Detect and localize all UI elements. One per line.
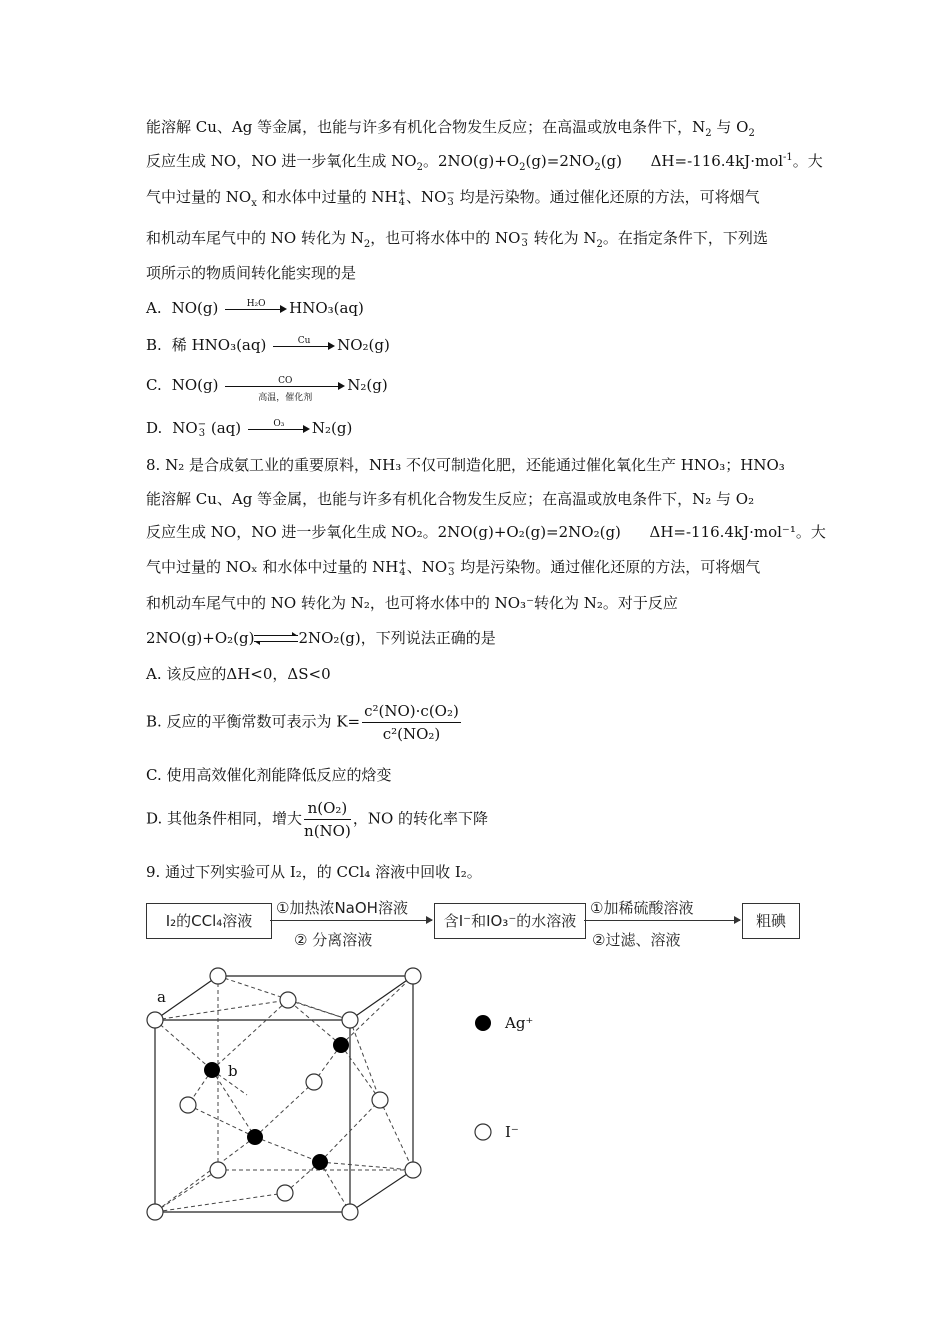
iodide-ion	[280, 992, 296, 1008]
iodide-ion	[147, 1204, 163, 1220]
flow-step-1b: ② 分离溶液	[294, 931, 373, 949]
iodide-ion	[342, 1012, 358, 1028]
label-a: a	[157, 988, 166, 1006]
flow-box-end: 粗碘	[742, 903, 800, 939]
silver-ion	[333, 1037, 349, 1053]
reaction-arrow: CO 高温，催化剂	[225, 379, 345, 393]
q7-option-a: A. NO(g) H₂O HNO₃(aq)	[146, 299, 364, 317]
q8-line-5: 和机动车尾气中的 NO 转化为 N₂，也可将水体中的 NO₃⁻转化为 N₂。对于反应	[146, 594, 678, 612]
label-b: b	[228, 1062, 238, 1080]
iodide-ion	[180, 1097, 196, 1113]
q8-line-2: 能溶解 Cu、Ag 等金属，也能与许多有机化合物发生反应；在高温或放电条件下，N₂ 与 O₂	[146, 490, 755, 508]
q8-line-6: 2NO(g)+O₂(g) 2NO₂(g)，下列说法正确的是	[146, 629, 496, 647]
iodide-ion	[405, 1162, 421, 1178]
legend-iodide-label: I⁻	[505, 1123, 519, 1141]
silver-ion	[204, 1062, 220, 1078]
q8-line-1: 8. N₂ 是合成氨工业的重要原料，NH₃ 不仅可制造化肥，还能通过催化氧化生产 HNO₃；HNO₃	[146, 456, 785, 474]
q7-option-c: C. NO(g) CO 高温，催化剂 N₂(g)	[146, 376, 388, 403]
silver-ion	[312, 1154, 328, 1170]
reaction-arrow: H₂O	[225, 302, 287, 316]
q7-option-d: D. NO − 3 (aq) O₃ N₂(g)	[146, 419, 353, 439]
q7-line-5: 项所示的物质间转化能实现的是	[146, 264, 357, 282]
q8-option-a: A. 该反应的ΔH<0，ΔS<0	[146, 665, 331, 683]
flow-step-1a: ①加热浓NaOH溶液	[276, 899, 408, 917]
q7-line-2: 反应生成 NO，NO 进一步氧化生成 $NO_2$。$2NO(g)+O_2(g)=2NO_2(g)$ ΔH=-116.4kJ·mol$^{-1}$。大	[146, 152, 823, 173]
q8-option-d: D. 其他条件相同，增大 $\frac{\text{n(O₂)}}{n(NO)}$ ，NO 的转化率下降	[146, 799, 489, 840]
iodide-ion	[372, 1092, 388, 1108]
iodide-ion	[306, 1074, 322, 1090]
equilibrium-constant-fraction: $\frac{\text{c²(NO)·c(O₂)}}{\text{c²(NO₂)}}$	[364, 702, 459, 743]
iodide-ion	[210, 1162, 226, 1178]
flow-box-start: I₂的CCl₄溶液	[146, 903, 272, 939]
q9-line-1: 9. 通过下列实验可从 I₂，的 CCl₄ 溶液中回收 I₂。	[146, 863, 482, 881]
iodide-ion	[147, 1012, 163, 1028]
iodide-ion	[210, 968, 226, 984]
q8-option-c: C. 使用高效催化剂能降低反应的焓变	[146, 766, 392, 784]
q7-line-4: 和机动车尾气中的 NO 转化为 $N_2$，也可将水体中的 NO − 3 转化为 $N_2$。在指定条件下，下列选	[146, 229, 768, 250]
reaction-arrow: Cu	[273, 339, 335, 353]
q8-line-4: 气中过量的 NOₓ 和水体中过量的 NH + 4 、NO − 3 均是污染物。通过催化还原的方法，可将烟气	[146, 558, 761, 578]
reaction-arrow: O₃	[248, 422, 310, 436]
legend-silver-label: Ag⁺	[505, 1014, 534, 1032]
flow-box-middle: 含I⁻和IO₃⁻的水溶液	[434, 903, 586, 939]
q7-option-b: B. 稀 HNO₃(aq) Cu NO₂(g)	[146, 336, 390, 354]
q7-line-1: 能溶解 Cu、Ag 等金属，也能与许多有机化合物发生反应；在高温或放电条件下，$N_2$ 与 $O_2$	[146, 118, 755, 139]
legend-silver-symbol	[475, 1015, 491, 1031]
q7-line-3: 气中过量的 $NO_x$ 和水体中过量的 NH + 4 、NO − 3 均是污染物。通过催化还原的方法，可将烟气	[146, 188, 760, 209]
flow-step-2a: ①加稀硫酸溶液	[590, 899, 694, 917]
flow-step-2b: ②过滤、溶液	[592, 931, 681, 949]
q8-line-3: 反应生成 NO，NO 进一步氧化生成 NO₂。2NO(g)+O₂(g)=2NO₂(g) ΔH=-116.4kJ·mol⁻¹。大	[146, 523, 826, 541]
iodide-ion	[277, 1185, 293, 1201]
iodide-ion	[342, 1204, 358, 1220]
legend-iodide-symbol	[475, 1124, 491, 1140]
silver-ion	[247, 1129, 263, 1145]
ratio-fraction: $\frac{\text{n(O₂)}}{n(NO)}$	[304, 799, 351, 840]
iodide-ion	[405, 968, 421, 984]
q8-option-b: B. 反应的平衡常数可表示为 K= $\frac{\text{c²(NO)·c(O₂)}}{\text{c²(NO₂)}}$	[146, 702, 459, 743]
